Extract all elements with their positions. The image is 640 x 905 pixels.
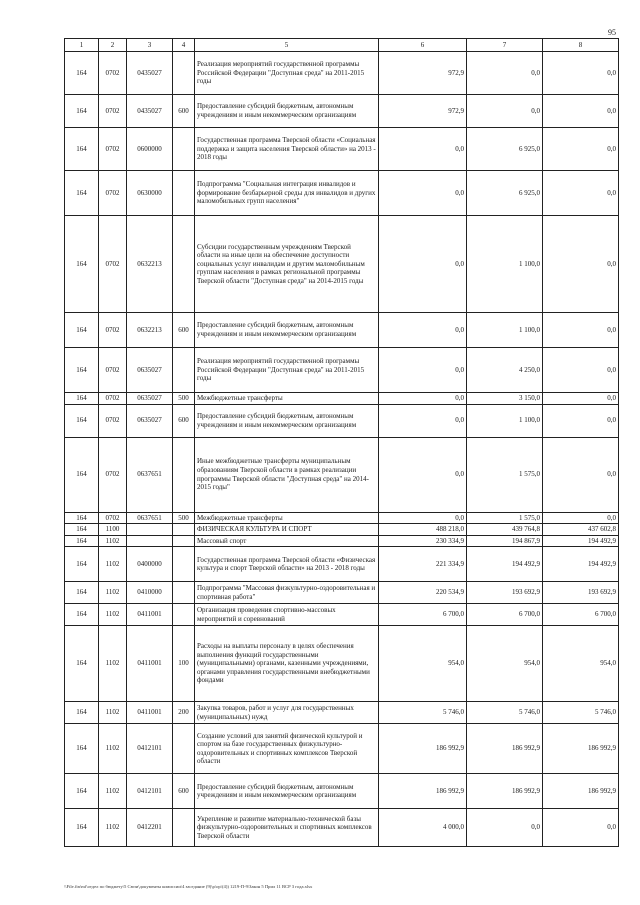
expense-type-cell [173, 128, 195, 171]
amount-year-2-cell: 1 575,0 [467, 512, 543, 524]
target-article-cell: 0412101 [127, 774, 173, 809]
description-cell: Предоставление субсидий бюджетным, автономным учреждениям и иным некоммерческим организациям [195, 774, 379, 809]
table-row [65, 774, 619, 809]
ministry-code-cell: 164 [65, 604, 99, 626]
target-article-cell: 0637651 [127, 512, 173, 524]
description-cell: Реализация мероприятий государственной программы Российской Федерации "Доступная среда" на 2011-2015 годы [195, 348, 379, 393]
ministry-code-cell: 164 [65, 524, 99, 536]
expense-type-cell [173, 348, 195, 393]
target-article-cell: 0632213 [127, 216, 173, 313]
ministry-code-cell: 164 [65, 582, 99, 604]
expense-type-cell: 600 [173, 313, 195, 348]
section-code-cell: 1102 [99, 774, 127, 809]
amount-year-3-cell: 0,0 [543, 393, 619, 405]
expense-type-cell [173, 809, 195, 847]
amount-year-3-cell: 0,0 [543, 95, 619, 128]
target-article-cell: 0412201 [127, 809, 173, 847]
column-header: 4 [173, 39, 195, 52]
section-code-cell: 0702 [99, 437, 127, 512]
section-code-cell: 0702 [99, 216, 127, 313]
section-code-cell: 1102 [99, 724, 127, 774]
amount-year-2-cell: 194 492,9 [467, 547, 543, 582]
amount-year-3-cell: 5 746,0 [543, 702, 619, 724]
expense-type-cell [173, 547, 195, 582]
target-article-cell: 0410000 [127, 582, 173, 604]
column-header: 5 [195, 39, 379, 52]
amount-year-1-cell: 230 334,9 [379, 535, 467, 547]
section-code-cell: 1102 [99, 702, 127, 724]
section-code-cell: 1102 [99, 626, 127, 702]
expense-type-cell [173, 437, 195, 512]
section-code-cell: 1102 [99, 809, 127, 847]
amount-year-1-cell: 5 746,0 [379, 702, 467, 724]
section-code-cell: 1102 [99, 604, 127, 626]
amount-year-3-cell: 194 492,9 [543, 547, 619, 582]
target-article-cell: 0435027 [127, 52, 173, 95]
footer-file-path: \\File.fin\mf\отдел по бюджету\5 Сюзи\документы комиссии\4 заседание (9)\р\ор\(4)) 1219-П-9\Закон 5 Прил 11 ВСР 3 годa.xlsx [64, 884, 313, 889]
target-article-cell [127, 535, 173, 547]
expense-type-cell [173, 171, 195, 216]
table-row [65, 52, 619, 95]
table-row [65, 216, 619, 313]
ministry-code-cell: 164 [65, 52, 99, 95]
amount-year-2-cell: 186 992,9 [467, 774, 543, 809]
amount-year-1-cell: 0,0 [379, 404, 467, 437]
amount-year-1-cell: 0,0 [379, 171, 467, 216]
ministry-code-cell: 164 [65, 512, 99, 524]
table-row [65, 626, 619, 702]
column-header: 3 [127, 39, 173, 52]
description-cell: Закупка товаров, работ и услуг для государственных (муниципальных) нужд [195, 702, 379, 724]
amount-year-2-cell: 3 150,0 [467, 393, 543, 405]
ministry-code-cell: 164 [65, 809, 99, 847]
description-cell: Расходы на выплаты персоналу в целях обеспечения выполнения функций государственными (муниципальными) органами, казенными учреждениями, органами управления государственными внебюджетными фондами [195, 626, 379, 702]
amount-year-1-cell: 972,9 [379, 52, 467, 95]
amount-year-2-cell: 6 925,0 [467, 171, 543, 216]
table-row [65, 348, 619, 393]
table-row [65, 547, 619, 582]
target-article-cell: 0637651 [127, 437, 173, 512]
amount-year-1-cell: 0,0 [379, 348, 467, 393]
description-cell: Субсидии государственным учреждениям Тверской области на иные цели на обеспечение доступности социальных услуг инвалидам и другим маломобильным группам населения в рамках региональной программы Тверской области "Доступная среда" на 2014-2015 годы [195, 216, 379, 313]
expense-type-cell: 600 [173, 774, 195, 809]
amount-year-1-cell: 954,0 [379, 626, 467, 702]
section-code-cell: 0702 [99, 95, 127, 128]
table-row [65, 393, 619, 405]
table-row [65, 512, 619, 524]
table-row [65, 724, 619, 774]
description-cell: Организация проведения спортивно-массовых мероприятий и соревнований [195, 604, 379, 626]
amount-year-2-cell: 439 764,8 [467, 524, 543, 536]
ministry-code-cell: 164 [65, 95, 99, 128]
amount-year-1-cell: 0,0 [379, 437, 467, 512]
column-header: 6 [379, 39, 467, 52]
expense-type-cell [173, 724, 195, 774]
amount-year-3-cell: 186 992,9 [543, 774, 619, 809]
column-header: 1 [65, 39, 99, 52]
description-cell: Предоставление субсидий бюджетным, автономным учреждениям и иным некоммерческим организациям [195, 95, 379, 128]
section-code-cell: 0702 [99, 171, 127, 216]
expense-type-cell: 500 [173, 512, 195, 524]
ministry-code-cell: 164 [65, 437, 99, 512]
description-cell: Предоставление субсидий бюджетным, автономным учреждениям и иным некоммерческим организациям [195, 313, 379, 348]
section-code-cell: 1102 [99, 535, 127, 547]
amount-year-2-cell: 0,0 [467, 52, 543, 95]
amount-year-3-cell: 186 992,9 [543, 724, 619, 774]
amount-year-2-cell: 4 250,0 [467, 348, 543, 393]
ministry-code-cell: 164 [65, 216, 99, 313]
description-cell: Подпрограмма "Массовая физкультурно-оздоровительная и спортивная работа" [195, 582, 379, 604]
amount-year-2-cell: 6 925,0 [467, 128, 543, 171]
amount-year-1-cell: 0,0 [379, 512, 467, 524]
table-row [65, 582, 619, 604]
expense-type-cell [173, 52, 195, 95]
page-number: 95 [608, 28, 616, 37]
amount-year-1-cell: 0,0 [379, 393, 467, 405]
target-article-cell: 0412101 [127, 724, 173, 774]
table-body [65, 52, 619, 847]
table-row [65, 313, 619, 348]
section-code-cell: 0702 [99, 348, 127, 393]
amount-year-3-cell: 0,0 [543, 512, 619, 524]
table-row [65, 437, 619, 512]
amount-year-3-cell: 0,0 [543, 809, 619, 847]
target-article-cell: 0632213 [127, 313, 173, 348]
description-cell: Подпрограмма "Социальная интеграция инвалидов и формирование безбарьерной среды для инвалидов и других маломобильных групп населения" [195, 171, 379, 216]
target-article-cell: 0411001 [127, 626, 173, 702]
table-row [65, 604, 619, 626]
table-row [65, 171, 619, 216]
table-row [65, 95, 619, 128]
section-code-cell: 0702 [99, 313, 127, 348]
expense-type-cell [173, 582, 195, 604]
expense-type-cell [173, 216, 195, 313]
expense-type-cell: 100 [173, 626, 195, 702]
target-article-cell: 0400000 [127, 547, 173, 582]
ministry-code-cell: 164 [65, 535, 99, 547]
amount-year-2-cell: 1 575,0 [467, 437, 543, 512]
expense-type-cell: 200 [173, 702, 195, 724]
column-number-row [65, 39, 619, 52]
description-cell: Массовый спорт [195, 535, 379, 547]
table-row [65, 535, 619, 547]
amount-year-3-cell: 0,0 [543, 216, 619, 313]
ministry-code-cell: 164 [65, 128, 99, 171]
section-code-cell: 0702 [99, 404, 127, 437]
amount-year-1-cell: 972,9 [379, 95, 467, 128]
amount-year-3-cell: 437 602,8 [543, 524, 619, 536]
ministry-code-cell: 164 [65, 348, 99, 393]
target-article-cell: 0635027 [127, 404, 173, 437]
table-row [65, 404, 619, 437]
description-cell: Государственная программа Тверской области «Социальная поддержка и защита населения Тверской области» на 2013 - 2018 годы [195, 128, 379, 171]
description-cell: Межбюджетные трансферты [195, 393, 379, 405]
amount-year-2-cell: 0,0 [467, 809, 543, 847]
amount-year-1-cell: 221 334,9 [379, 547, 467, 582]
amount-year-2-cell: 1 100,0 [467, 404, 543, 437]
amount-year-3-cell: 0,0 [543, 128, 619, 171]
column-header: 8 [543, 39, 619, 52]
amount-year-1-cell: 0,0 [379, 313, 467, 348]
amount-year-3-cell: 0,0 [543, 52, 619, 95]
description-cell: Государственная программа Тверской области «Физическая культура и спорт Тверской области» на 2013 - 2018 годы [195, 547, 379, 582]
amount-year-1-cell: 4 000,0 [379, 809, 467, 847]
amount-year-1-cell: 0,0 [379, 216, 467, 313]
amount-year-3-cell: 6 700,0 [543, 604, 619, 626]
expense-type-cell [173, 535, 195, 547]
amount-year-3-cell: 0,0 [543, 404, 619, 437]
target-article-cell: 0600000 [127, 128, 173, 171]
amount-year-2-cell: 194 867,9 [467, 535, 543, 547]
ministry-code-cell: 164 [65, 702, 99, 724]
description-cell: ФИЗИЧЕСКАЯ КУЛЬТУРА И СПОРТ [195, 524, 379, 536]
ministry-code-cell: 164 [65, 404, 99, 437]
ministry-code-cell: 164 [65, 547, 99, 582]
table-row [65, 809, 619, 847]
section-code-cell: 0702 [99, 52, 127, 95]
description-cell: Иные межбюджетные трансферты муниципальным образованиям Тверской области в рамках реализации программы Тверской области "Доступная среда" на 2014-2015 годы" [195, 437, 379, 512]
description-cell: Предоставление субсидий бюджетным, автономным учреждениям и иным некоммерческим организациям [195, 404, 379, 437]
description-cell: Создание условий для занятий физической культурой и спортом на базе государственных физкультурно-оздоровительных и спортивных комплексов Тверской области [195, 724, 379, 774]
description-cell: Межбюджетные трансферты [195, 512, 379, 524]
section-code-cell: 1102 [99, 547, 127, 582]
target-article-cell: 0635027 [127, 348, 173, 393]
amount-year-3-cell: 0,0 [543, 313, 619, 348]
expense-type-cell: 500 [173, 393, 195, 405]
amount-year-2-cell: 1 100,0 [467, 313, 543, 348]
expense-type-cell: 600 [173, 404, 195, 437]
amount-year-2-cell: 5 746,0 [467, 702, 543, 724]
amount-year-3-cell: 0,0 [543, 437, 619, 512]
amount-year-1-cell: 186 992,9 [379, 724, 467, 774]
ministry-code-cell: 164 [65, 724, 99, 774]
amount-year-1-cell: 488 218,0 [379, 524, 467, 536]
budget-table [64, 38, 619, 847]
amount-year-3-cell: 0,0 [543, 348, 619, 393]
expense-type-cell: 600 [173, 95, 195, 128]
amount-year-2-cell: 954,0 [467, 626, 543, 702]
amount-year-1-cell: 0,0 [379, 128, 467, 171]
ministry-code-cell: 164 [65, 774, 99, 809]
target-article-cell: 0411001 [127, 604, 173, 626]
amount-year-2-cell: 193 692,9 [467, 582, 543, 604]
description-cell: Реализация мероприятий государственной программы Российской Федерации "Доступная среда" на 2011-2015 годы [195, 52, 379, 95]
table-row [65, 524, 619, 536]
description-cell: Укрепление и развитие материально-технической базы физкультурно-оздоровительных и спортивных комплексов Тверской области [195, 809, 379, 847]
amount-year-2-cell: 6 700,0 [467, 604, 543, 626]
amount-year-2-cell: 1 100,0 [467, 216, 543, 313]
target-article-cell: 0635027 [127, 393, 173, 405]
expense-type-cell [173, 604, 195, 626]
target-article-cell [127, 524, 173, 536]
target-article-cell: 0630000 [127, 171, 173, 216]
amount-year-3-cell: 194 492,9 [543, 535, 619, 547]
amount-year-1-cell: 6 700,0 [379, 604, 467, 626]
section-code-cell: 0702 [99, 512, 127, 524]
target-article-cell: 0411001 [127, 702, 173, 724]
section-code-cell: 1100 [99, 524, 127, 536]
ministry-code-cell: 164 [65, 393, 99, 405]
column-header: 7 [467, 39, 543, 52]
ministry-code-cell: 164 [65, 171, 99, 216]
section-code-cell: 0702 [99, 393, 127, 405]
ministry-code-cell: 164 [65, 626, 99, 702]
expense-type-cell [173, 524, 195, 536]
amount-year-2-cell: 0,0 [467, 95, 543, 128]
amount-year-3-cell: 0,0 [543, 171, 619, 216]
table-row [65, 128, 619, 171]
amount-year-1-cell: 220 534,9 [379, 582, 467, 604]
target-article-cell: 0435027 [127, 95, 173, 128]
amount-year-2-cell: 186 992,9 [467, 724, 543, 774]
column-header: 2 [99, 39, 127, 52]
amount-year-3-cell: 954,0 [543, 626, 619, 702]
amount-year-1-cell: 186 992,9 [379, 774, 467, 809]
amount-year-3-cell: 193 692,9 [543, 582, 619, 604]
section-code-cell: 1102 [99, 582, 127, 604]
section-code-cell: 0702 [99, 128, 127, 171]
table-row [65, 702, 619, 724]
ministry-code-cell: 164 [65, 313, 99, 348]
